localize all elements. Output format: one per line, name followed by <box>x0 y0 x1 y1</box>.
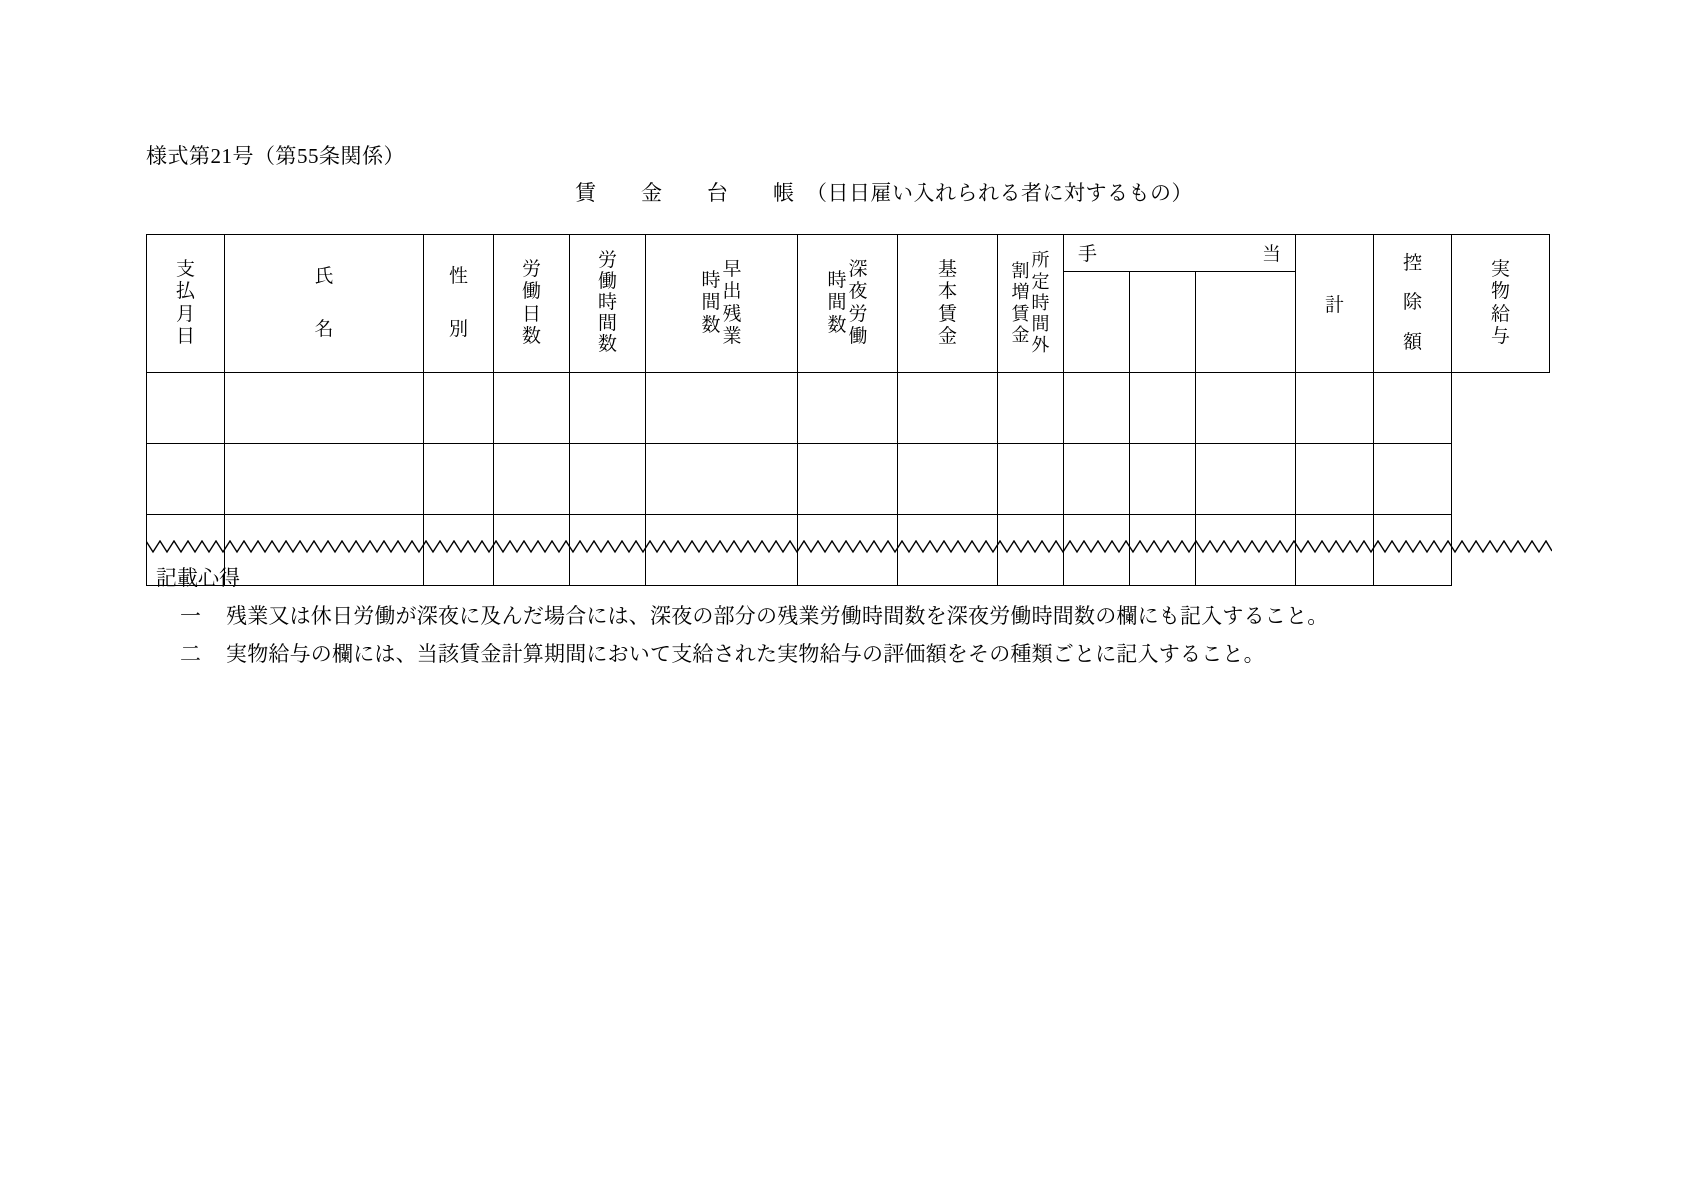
header-overtime-premium-wage <box>998 235 1064 373</box>
header-allowance-sub-2 <box>1130 272 1196 373</box>
wage-ledger-table <box>146 234 1550 586</box>
header-name <box>225 235 424 373</box>
header-char: 外 <box>1031 335 1050 356</box>
note-item-2 <box>180 638 1265 668</box>
header-char: 物 <box>1491 281 1511 303</box>
cell-gender[interactable] <box>424 373 494 444</box>
cell-premium-wage[interactable] <box>998 444 1064 515</box>
header-char: 数 <box>521 325 541 347</box>
note-text-1: 残業又は休日労働が深夜に及んだ場合には、深夜の部分の残業労働時間数を深夜労働時間数の欄にも記入すること。 <box>226 604 1329 628</box>
header-night-hours <box>798 235 898 373</box>
cell-night-hours[interactable] <box>798 444 898 515</box>
header-char: 本 <box>937 281 957 303</box>
header-char: 控 <box>1403 252 1423 274</box>
header-char: 数 <box>597 333 617 355</box>
cell-work-hours[interactable] <box>570 444 646 515</box>
header-char: 除 <box>1403 292 1423 314</box>
header-char: 与 <box>1491 325 1511 347</box>
cell-allowance-1[interactable] <box>1064 444 1130 515</box>
cell-allowance-2[interactable] <box>1130 373 1196 444</box>
cell-deduction[interactable] <box>1374 373 1452 444</box>
table-row[interactable] <box>147 444 1550 515</box>
header-char: 深 <box>848 258 868 280</box>
header-allowance-sub-3 <box>1196 272 1296 373</box>
header-base-wage <box>898 235 998 373</box>
cell-overtime-hours[interactable] <box>646 444 798 515</box>
header-overtime-hours <box>646 235 798 373</box>
note-marker-2: 二 <box>180 642 202 666</box>
header-allowance-left: 手 <box>1078 244 1098 265</box>
header-char: 時 <box>1031 292 1050 313</box>
header-char: 賃 <box>1011 303 1030 324</box>
header-char: 働 <box>848 325 868 347</box>
header-char: 割 <box>1011 261 1030 282</box>
note-marker-1: 一 <box>180 604 202 628</box>
perforated-edge <box>146 540 1552 554</box>
cell-total[interactable] <box>1296 444 1374 515</box>
header-char: 金 <box>1011 324 1030 345</box>
cell-name[interactable] <box>225 444 424 515</box>
header-char: 労 <box>521 258 541 280</box>
table-header-row <box>147 235 1550 272</box>
header-char: 数 <box>827 314 847 336</box>
header-char: 払 <box>175 281 195 303</box>
header-char: 増 <box>1011 282 1030 303</box>
table-row[interactable] <box>147 373 1550 444</box>
header-char: 金 <box>937 325 957 347</box>
header-work-days <box>494 235 570 373</box>
cell-night-hours[interactable] <box>798 373 898 444</box>
header-char: 名 <box>314 318 334 340</box>
cell-allowance-2[interactable] <box>1130 444 1196 515</box>
document-title <box>575 177 1193 207</box>
header-allowance-sub-1 <box>1064 272 1130 373</box>
header-payment-date <box>147 235 225 373</box>
header-char: 働 <box>597 271 617 293</box>
header-char: 時 <box>701 269 721 291</box>
header-char: 日 <box>521 303 541 325</box>
header-total-label: 計 <box>1325 295 1345 316</box>
header-char: 定 <box>1031 271 1050 292</box>
header-char: 日 <box>175 325 195 347</box>
header-deduction <box>1374 235 1452 373</box>
notes-heading: 記載心得 <box>156 566 240 590</box>
cell-total[interactable] <box>1296 373 1374 444</box>
header-char: 時 <box>827 269 847 291</box>
cell-deduction[interactable] <box>1374 444 1452 515</box>
document-title-suffix: （日日雇い入れられる者に対するもの） <box>806 181 1193 205</box>
cell-payment-date[interactable] <box>147 373 225 444</box>
header-char: 別 <box>448 318 468 340</box>
cell-gender[interactable] <box>424 444 494 515</box>
form-number: 様式第21号（第55条関係） <box>146 144 405 168</box>
header-allowance-group <box>1064 235 1296 272</box>
cell-work-days[interactable] <box>494 444 570 515</box>
header-char: 間 <box>1031 314 1050 335</box>
header-char: 月 <box>175 303 195 325</box>
cell-base-wage[interactable] <box>898 444 998 515</box>
cell-base-wage[interactable] <box>898 373 998 444</box>
header-work-hours <box>570 235 646 373</box>
header-char: 働 <box>521 281 541 303</box>
header-char: 時 <box>597 292 617 314</box>
cell-allowance-1[interactable] <box>1064 373 1130 444</box>
header-char: 所 <box>1031 250 1050 271</box>
header-char: 賃 <box>937 303 957 325</box>
header-char: 早 <box>722 258 742 280</box>
cell-allowance-3[interactable] <box>1196 444 1296 515</box>
cell-work-hours[interactable] <box>570 373 646 444</box>
cell-name[interactable] <box>225 373 424 444</box>
cell-premium-wage[interactable] <box>998 373 1064 444</box>
header-char: 業 <box>722 325 742 347</box>
cell-payment-date[interactable] <box>147 444 225 515</box>
header-gender <box>424 235 494 373</box>
cell-work-days[interactable] <box>494 373 570 444</box>
header-char: 夜 <box>848 281 868 303</box>
header-char: 労 <box>848 303 868 325</box>
header-char: 労 <box>597 250 617 272</box>
header-allowance-right: 当 <box>1262 244 1282 265</box>
header-char: 数 <box>701 314 721 336</box>
header-in-kind-payment <box>1452 235 1550 373</box>
wage-ledger-table-wrapper <box>146 234 1550 586</box>
header-char: 間 <box>827 292 847 314</box>
cell-overtime-hours[interactable] <box>646 373 798 444</box>
header-char: 間 <box>597 312 617 334</box>
header-char: 基 <box>937 258 957 280</box>
header-char: 氏 <box>314 265 334 287</box>
note-item-1 <box>180 600 1328 630</box>
document-title-main: 賃 金 台 帳 <box>575 181 806 205</box>
header-char: 出 <box>722 281 742 303</box>
header-char: 残 <box>722 303 742 325</box>
header-char: 支 <box>175 258 195 280</box>
cell-allowance-3[interactable] <box>1196 373 1296 444</box>
header-char: 性 <box>448 265 468 287</box>
header-total <box>1296 235 1374 373</box>
header-char: 実 <box>1491 258 1511 280</box>
header-char: 給 <box>1491 303 1511 325</box>
header-char: 額 <box>1403 331 1423 353</box>
header-char: 間 <box>701 292 721 314</box>
note-text-2: 実物給与の欄には、当該賃金計算期間において支給された実物給与の評価額をその種類ごとに記入すること。 <box>226 642 1265 666</box>
